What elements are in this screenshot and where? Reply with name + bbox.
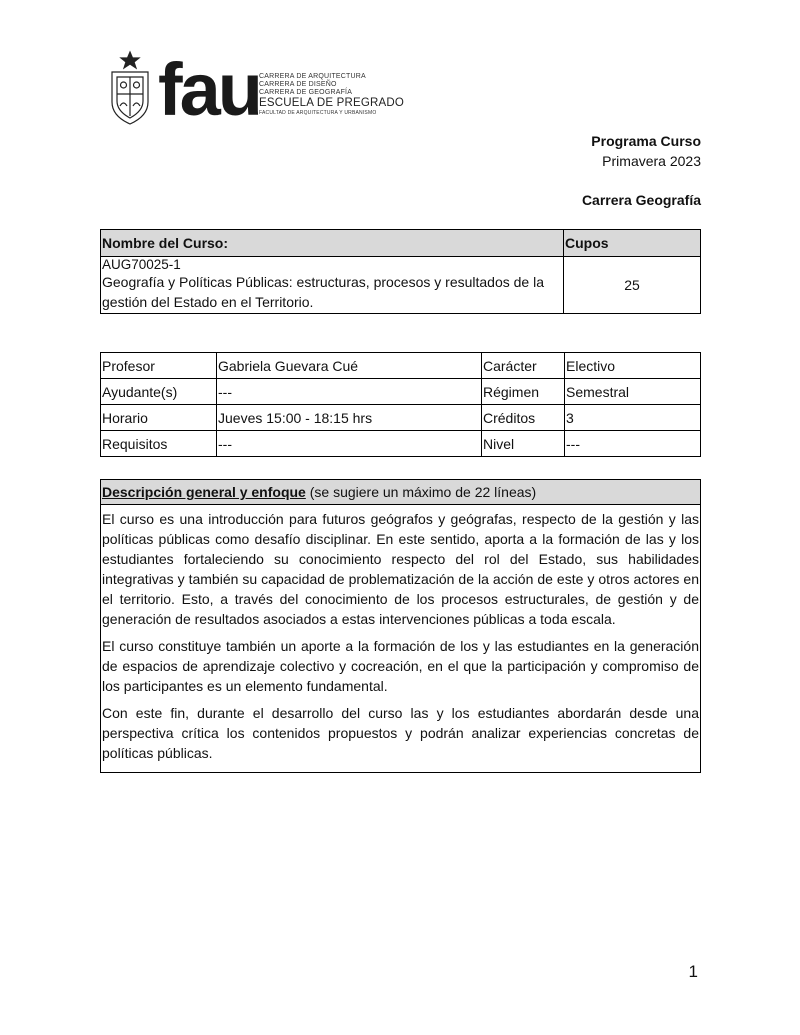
detail-value: Electivo	[565, 353, 701, 379]
program-title: Programa Curso	[591, 133, 701, 149]
description-paragraph: Con este fin, durante el desarrollo del curso las y los estudiantes abordarán desde una perspectiva crítica los contenidos propuestos y podrán analizar experiencias concretas de políticas públicas.	[102, 705, 699, 761]
logo-line: CARRERA DE ARQUITECTURA	[259, 73, 366, 80]
program-term: Primavera 2023	[602, 153, 701, 169]
facultad-name: FACULTAD DE ARQUITECTURA Y URBANISMO	[259, 110, 377, 116]
program-heading	[591, 131, 701, 171]
detail-label: Ayudante(s)	[101, 379, 217, 405]
table-row	[101, 379, 701, 405]
detail-label: Horario	[101, 405, 217, 431]
cupos-header: Cupos	[564, 230, 701, 257]
detail-label: Carácter	[482, 353, 565, 379]
page-number: 1	[688, 962, 698, 981]
cupos-value: 25	[564, 257, 701, 314]
description-note: (se sugiere un máximo de 22 líneas)	[309, 484, 537, 500]
logo-text-block	[259, 73, 404, 117]
detail-value: ---	[217, 379, 482, 405]
detail-label: Requisitos	[101, 431, 217, 457]
table-row	[101, 405, 701, 431]
university-crest-icon	[108, 50, 152, 126]
course-code: AUG70025-1	[102, 257, 181, 272]
table-row	[101, 353, 701, 379]
career-name: Carrera Geografía	[581, 192, 701, 208]
details-table	[100, 352, 701, 457]
detail-value: 3	[565, 405, 701, 431]
detail-value: ---	[217, 431, 482, 457]
detail-value: Gabriela Guevara Cué	[217, 353, 482, 379]
table-row	[101, 431, 701, 457]
course-name: Geografía y Políticas Públicas: estructuras, procesos y resultados de la gestión del Estado en el Territorio.	[102, 274, 544, 310]
description-paragraph: El curso es una introducción para futuros geógrafos y geógrafas, respecto de la gestión y las políticas públicas como desafío disciplinar. En este sentido, aporta a la formación de las y los estudiantes fortaleciendo su conocimiento respecto del rol del Estado, sus habilidades integrativas y también su capacidad de problematización de la acción de este y otros actores en el territorio. Esto, a través del conocimiento de los procesos estructurales, de gestión y de generación de resultados asociados a estas intervenciones públicas a toda escala.	[102, 511, 699, 627]
course-name-cell	[101, 257, 564, 314]
detail-value: Semestral	[565, 379, 701, 405]
escuela-name: ESCUELA DE PREGRADO	[259, 97, 405, 109]
detail-label: Profesor	[101, 353, 217, 379]
fau-logo: fau	[158, 48, 260, 131]
description-header	[101, 480, 700, 505]
detail-value: ---	[565, 431, 701, 457]
description-title: Descripción general y enfoque	[102, 484, 306, 500]
description-body	[101, 505, 700, 772]
logo-line: CARRERA DE GEOGRAFÍA	[259, 89, 353, 96]
detail-value: Jueves 15:00 - 18:15 hrs	[217, 405, 482, 431]
description-paragraph: El curso constituye también un aporte a la formación de los y las estudiantes en la generación de espacios de aprendizaje colectivo y cocreación, en el que la participación y compromiso de los participantes es un elemento fundamental.	[102, 638, 699, 694]
detail-label: Créditos	[482, 405, 565, 431]
course-table	[100, 229, 701, 314]
course-name-header: Nombre del Curso:	[101, 230, 564, 257]
description-box	[100, 479, 701, 773]
logo-line: CARRERA DE DISEÑO	[259, 81, 337, 88]
detail-label: Nivel	[482, 431, 565, 457]
detail-label: Régimen	[482, 379, 565, 405]
